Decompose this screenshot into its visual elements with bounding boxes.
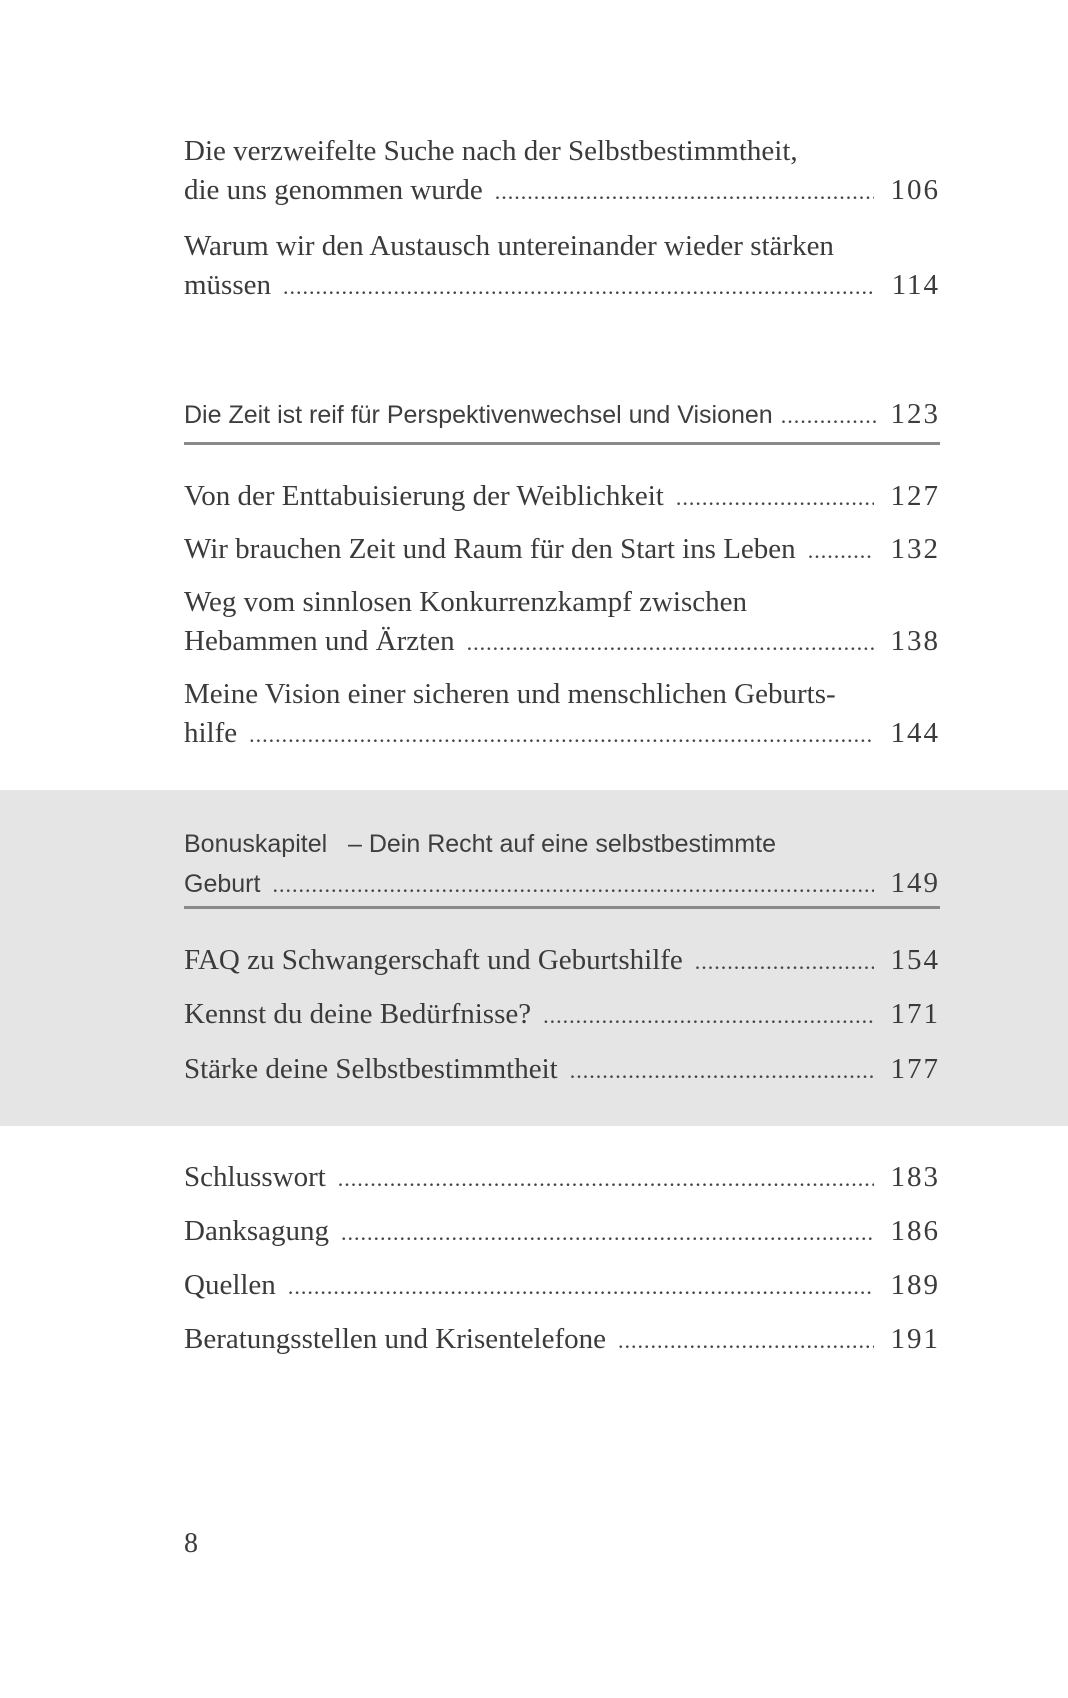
dot-leader <box>676 478 874 517</box>
toc-page-number: 106 <box>890 174 940 206</box>
dot-leader <box>543 996 874 1035</box>
dot-leader <box>695 942 874 981</box>
toc-entry-title: Quellen <box>184 1269 276 1301</box>
toc-page-number: 191 <box>890 1323 940 1355</box>
section-heading <box>184 395 940 435</box>
toc-entry <box>184 675 940 754</box>
dot-leader <box>288 1267 874 1306</box>
section-title-line1: Bonuskapitel – Dein Recht auf eine selbstbestimmte <box>184 830 776 858</box>
dot-leader <box>618 1321 874 1360</box>
dot-leader <box>283 267 874 306</box>
toc-entry-title: die uns genommen wurde <box>184 174 483 206</box>
toc-entry-title: Beratungsstellen und Krisentelefone <box>184 1323 606 1355</box>
toc-entry-title-line1: Die verzweifelte Suche nach der Selbstbestimmtheit, <box>184 135 798 167</box>
dot-leader <box>272 865 874 904</box>
toc-page-number: 132 <box>890 533 940 565</box>
toc-entry <box>184 1158 940 1198</box>
section-title: Die Zeit ist reif für Perspektivenwechsel und Visionen <box>184 401 773 429</box>
dot-leader <box>249 715 874 754</box>
dot-leader <box>338 1159 874 1198</box>
toc-page-number: 138 <box>890 625 940 657</box>
section-divider <box>184 442 940 445</box>
toc-entry-title: hilfe <box>184 717 238 749</box>
dot-leader <box>495 172 874 211</box>
toc-page-number: 183 <box>890 1161 940 1193</box>
toc-entry <box>184 941 940 981</box>
toc-page-number: 154 <box>890 944 940 976</box>
toc-entry <box>184 1212 940 1252</box>
toc-entry <box>184 583 940 662</box>
toc-entry-title-line1: Warum wir den Austausch untereinander wieder stärken <box>184 230 834 262</box>
toc-entry <box>184 132 940 211</box>
toc-entry <box>184 1266 940 1306</box>
toc-entry-title: Schlusswort <box>184 1161 326 1193</box>
toc-entry <box>184 477 940 517</box>
toc-entry <box>184 530 940 570</box>
section-title: Geburt <box>184 870 261 898</box>
dot-leader <box>808 531 874 570</box>
toc-page-number: 114 <box>891 269 940 301</box>
toc-entry <box>184 1320 940 1360</box>
toc-entry-title: Wir brauchen Zeit und Raum für den Start ins Leben <box>184 533 796 565</box>
toc-page-number: 186 <box>890 1215 940 1247</box>
toc-entry-title: Kennst du deine Bedürfnisse? <box>184 998 532 1030</box>
toc-page-number: 171 <box>890 998 940 1030</box>
toc-page-number: 144 <box>890 717 940 749</box>
toc-entry-title: FAQ zu Schwangerschaft und Geburtshilfe <box>184 944 683 976</box>
dot-leader <box>467 623 874 662</box>
section-divider <box>184 906 940 909</box>
toc-entry <box>184 995 940 1035</box>
section-page-number: 149 <box>890 867 940 899</box>
dot-leader <box>781 396 878 435</box>
toc-entry <box>184 1050 940 1090</box>
toc-entry-title-line1: Meine Vision einer sicheren und menschlichen Geburts- <box>184 678 836 710</box>
page-number: 8 <box>184 1528 198 1559</box>
toc-entry-title: Hebammen und Ärzten <box>184 625 455 657</box>
toc-entry <box>184 227 940 306</box>
toc-entry-title: müssen <box>184 269 271 301</box>
toc-entry-title: Danksagung <box>184 1215 329 1247</box>
toc-page-number: 127 <box>890 480 940 512</box>
section-page-number: 123 <box>890 398 940 430</box>
dot-leader <box>341 1213 874 1252</box>
toc-entry-title-line1: Weg vom sinnlosen Konkurrenzkampf zwischen <box>184 586 748 618</box>
toc-entry-title: Von der Enttabuisierung der Weiblichkeit <box>184 480 664 512</box>
section-heading <box>184 825 940 904</box>
dot-leader <box>570 1051 874 1090</box>
toc-entry-title: Stärke deine Selbstbestimmtheit <box>184 1053 558 1085</box>
toc-page-number: 189 <box>890 1269 940 1301</box>
toc-page-number: 177 <box>890 1053 940 1085</box>
